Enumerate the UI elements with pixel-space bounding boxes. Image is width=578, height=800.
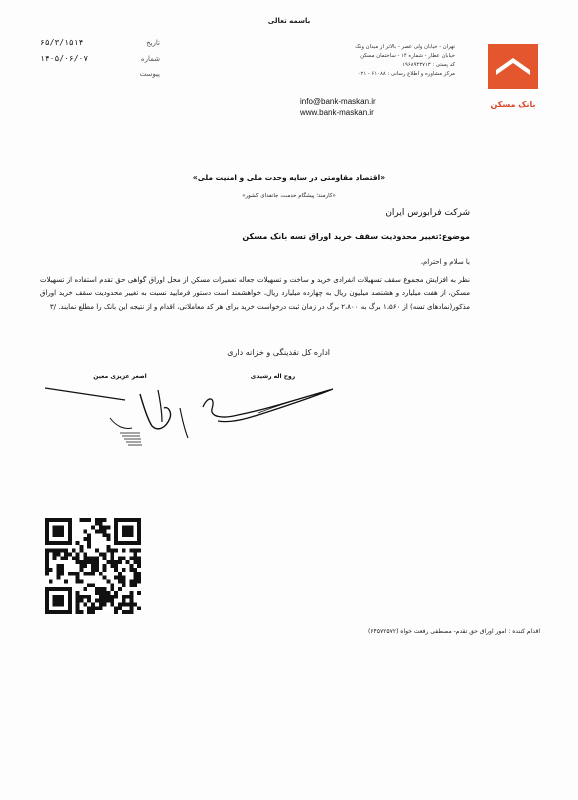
meta-attachment-label: پیوست	[139, 70, 160, 78]
letter-subject: موضوع:تغییر محدودیت سقف خرید اوراق تسه بانک مسکن	[242, 232, 470, 241]
bank-name: بانک مسکن	[490, 100, 536, 109]
letter-body: نظر به افزایش مجموع سقف تسهیلات انفرادی خرید و ساخت و تسهیلات جعاله تعمیرات مسکن از محل اوراق گواهی حق تقدم استفاده از تسهیلات مسکن، از هفت میلیارد و هشتصد میلیون ریال به چهارده میلیارد ریال، خواهشمند است دستور فرمایید نسبت به تغییر محدودیت سقف خرید اوراق مذکور(نمادهای تسه) از ۱،۵۶۰ برگ به ۲،۸۰۰ برگ در زمان ثبت درخواست خرید برای هر کد معاملاتی، اقدام و از نتیجه این بانک را مطلع نمایند. /۳	[40, 276, 470, 311]
address-line: خیابان عطار - شماره ۱۴ - ساختمان مسکن	[360, 53, 455, 59]
letter-meta	[40, 38, 160, 86]
signer-name-1: روح اله رشیدی	[250, 373, 296, 380]
address-line: تهران - خیابان ولی عصر - بالاتر از میدان ونک	[355, 44, 455, 50]
meta-row-date	[40, 38, 160, 54]
slogan-primary: «اقتصاد مقاومتی در سایه وحدت ملی و امنیت ملی»	[192, 173, 386, 182]
letter-greeting: با سلام و احترام،	[420, 258, 470, 266]
house-roof-icon	[488, 44, 538, 89]
address-line: مرکز مشاوره و اطلاع رسانی : ۶۱۰۸۸ - ۰۲۱	[357, 71, 455, 77]
meta-number-value: ۱۴۰۵/۰۶/۰۷	[40, 54, 89, 63]
bank-website[interactable]: www.bank-maskan.ir	[300, 108, 374, 117]
signature-2-icon	[40, 378, 200, 453]
meta-row-number	[40, 54, 160, 70]
signature-1-icon	[198, 385, 338, 430]
meta-row-attachment	[40, 70, 160, 86]
bank-contact	[300, 96, 457, 118]
meta-number-label: شماره	[140, 55, 160, 63]
qr-code	[45, 518, 141, 614]
action-note: اقدام کننده : امور اوراق حق تقدم- مصطفی رفعت خواه (۶۴۵۷۲۵۷۲)	[367, 628, 540, 635]
bank-logo-icon	[488, 44, 538, 89]
bank-email[interactable]: info@bank-maskan.ir	[300, 97, 376, 106]
invocation-text: باسمه تعالی	[267, 17, 311, 25]
department-name: اداره کل نقدینگی و خزانه داری	[227, 348, 330, 357]
meta-date-value: ۶۵/۳/۱۵۱۴	[40, 38, 84, 47]
bank-address	[250, 43, 455, 79]
meta-date-label: تاریخ	[146, 39, 160, 47]
address-line: کد پستی : ۱۹۶۸۹۴۳۷۱۳	[402, 62, 455, 68]
slogan-secondary: «کارمند؛ پیشگام خدمت، جانفدای کشور»	[242, 193, 336, 199]
signer-name-2: اصغر عزیزی معین	[93, 373, 147, 380]
letter-recipient: شرکت فرابورس ایران	[385, 208, 470, 218]
